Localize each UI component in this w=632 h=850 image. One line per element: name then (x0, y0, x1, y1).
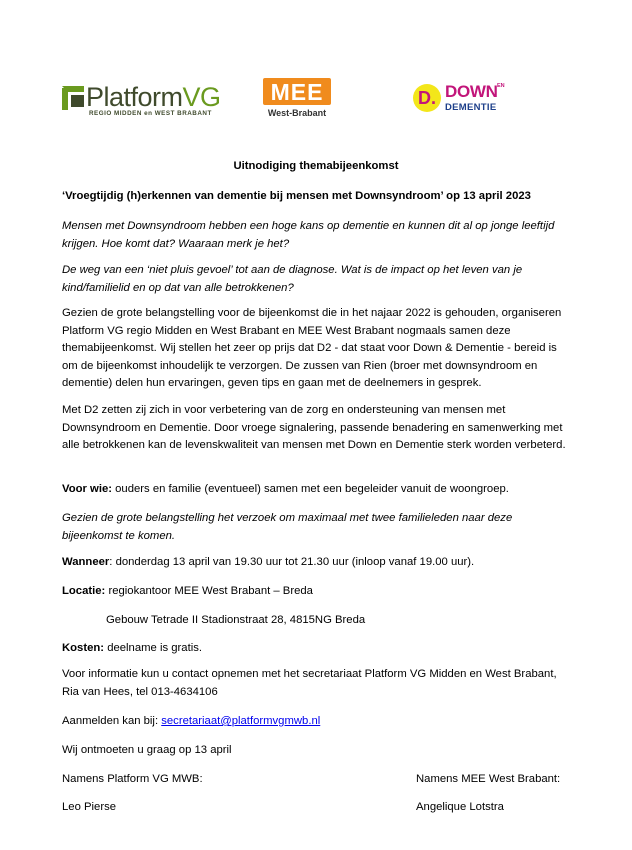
locatie-text: regiokantoor MEE West Brabant – Breda (105, 585, 313, 597)
down-dementie-word-en: EN (497, 83, 505, 89)
platform-vg-name: PlatformVG (86, 82, 221, 112)
kosten-label: Kosten: (62, 642, 105, 654)
note-paragraph: Gezien de grote belangstelling het verzoek om maximaal met twee familieleden naar deze bijeenkomst te komen. (62, 512, 513, 542)
down-dementie-mark: D. (418, 88, 436, 108)
voor-wie-text: ouders en familie (eventueel) samen met een begeleider vanuit de woongroep. (112, 483, 509, 495)
signature-left-name: Leo Pierse (62, 801, 117, 813)
signature-right-name: Angelique Lotstra (416, 801, 504, 813)
locatie-line (62, 583, 572, 601)
mee-logo-text: MEE (270, 79, 324, 105)
signature-right-label: Namens MEE West Brabant: (416, 773, 561, 785)
signature-left-label: Namens Platform VG MWB: (62, 773, 203, 785)
voor-wie-label: Voor wie: (62, 483, 113, 495)
locatie-address: Gebouw Tetrade II Stadionstraat 28, 4815NG Breda (106, 614, 366, 626)
document-subheading: ‘Vroegtijdig (h)erkennen van dementie bij mensen met Downsyndroom’ op 13 april 2023 (62, 190, 531, 202)
kosten-text: deelname is gratis. (104, 642, 203, 654)
mee-logo-subtitle: West-Brabant (267, 108, 327, 118)
closing-line: Wij ontmoeten u graag op 13 april (62, 744, 232, 756)
contact-paragraph: Voor informatie kun u contact opnemen met het secretariaat Platform VG Midden en West Brabant, Ria van Hees, tel 013-4634106 (62, 668, 557, 698)
wanneer-line (62, 554, 572, 572)
down-dementie-word-dementie: DEMENTIE (445, 102, 497, 113)
body-paragraph-1: Gezien de grote belangstelling voor de bijeenkomst die in het najaar 2022 is gehouden, organiseren Platform VG regio Midden en West Brabant en MEE West Brabant nogmaals samen deze themabijeenkomst. Wij stellen het zeer op prijs dat D2 - dat staat voor Down & Dementie - bereid is om de bijeenkomst inhoudelijk te verzorgen. De zussen van Rien (broer met downsyndroom en dementie) delen hun ervaringen, geven tips en gaan met de deelnemers in gesprek. (62, 307, 562, 389)
wanneer-label: Wanneer (62, 556, 110, 568)
body-paragraph-2: Met D2 zetten zij zich in voor verbetering van de zorg en ondersteuning van mensen met Downsyndroom en Dementie. Door vroege signalering, passende benadering en samenwerking met alle betrokkenen kan de levenskwaliteit van mensen met Down en Dementie sterk worden verbeterd. (62, 404, 566, 451)
locatie-label: Locatie: (62, 585, 106, 597)
intro-paragraph-2: De weg van een ‘niet pluis gevoel’ tot aan de diagnose. Wat is de impact op het leven van je kind/familielid en op dat van alle betrokkenen? (62, 264, 523, 294)
document-heading: Uitnodiging themabijeenkomst (233, 160, 399, 172)
voor-wie-line (62, 481, 572, 499)
aanmelden-text: Aanmelden kan bij: (62, 715, 162, 727)
intro-paragraph-1: Mensen met Downsyndroom hebben een hoge kans op dementie en kunnen dit al op jonge leeftijd krijgen. Hoe komt dat? Waaraan merk je het? (62, 220, 555, 250)
platform-vg-mark-icon (62, 86, 84, 110)
aanmelden-line (62, 713, 572, 731)
kosten-line (62, 640, 572, 658)
email-link[interactable]: secretariaat@platformvgmwb.nl (161, 715, 321, 727)
wanneer-text: : donderdag 13 april van 19.30 uur tot 21.30 uur (inloop vanaf 19.00 uur). (109, 556, 475, 568)
platform-vg-subtitle: REGIO MIDDEN en WEST BRABANT (89, 110, 212, 117)
down-dementie-word-down: DOWN (445, 82, 498, 101)
